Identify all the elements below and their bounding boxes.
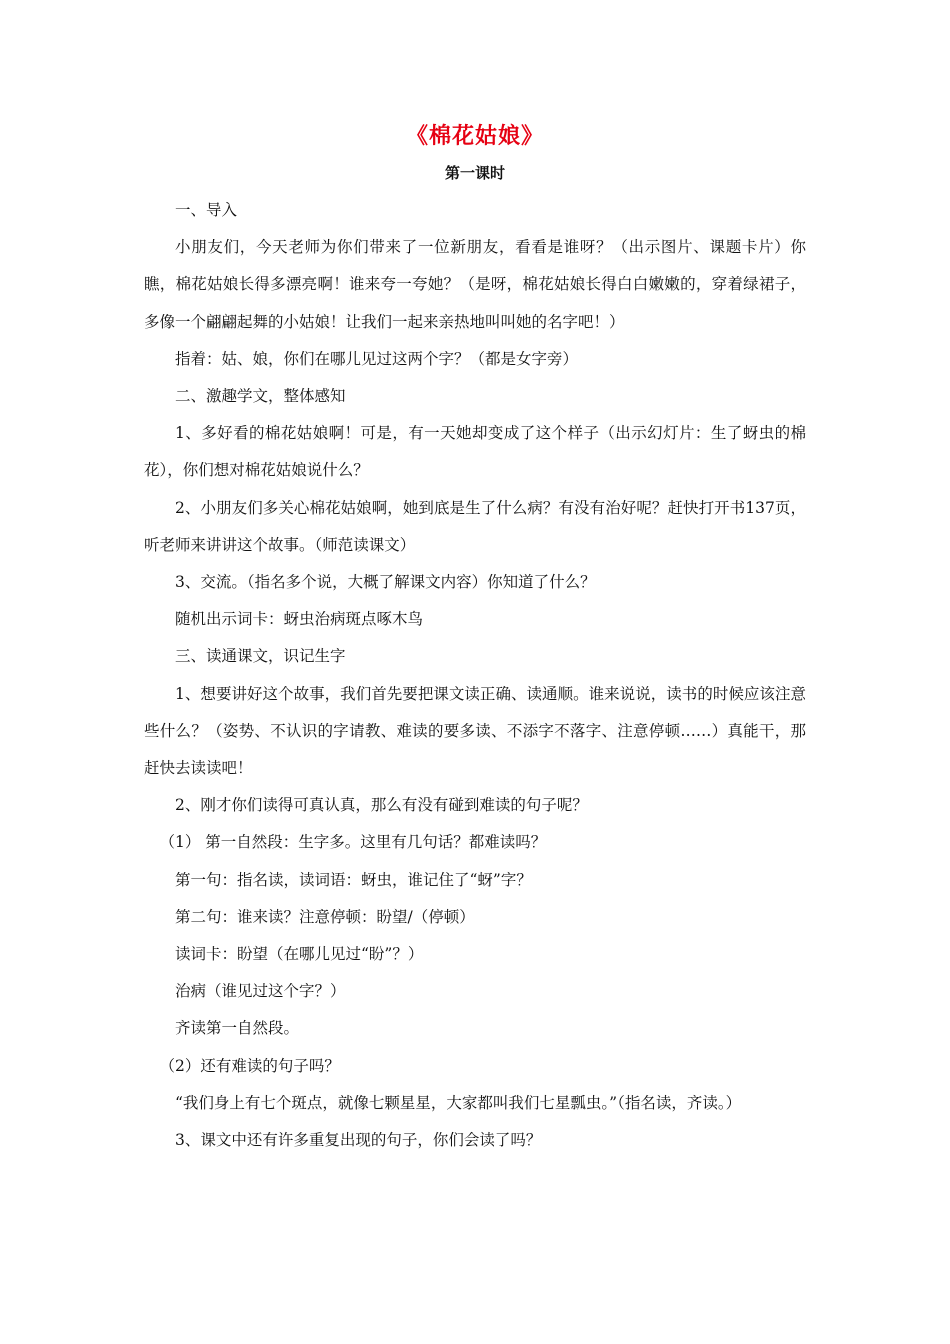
paragraph-step-2: 2、小朋友们多关心棉花姑娘啊，她到底是生了什么病？有没有治好呢？赶快打开书137页，听老师来讲讲这个故事。（师范读课文） bbox=[144, 498, 806, 554]
paragraph-intro: 小朋友们，今天老师为你们带来了一位新朋友，看看是谁呀？（出示图片、课题卡片）你瞧，棉花姑娘长得多漂亮啊！谁来夸一夸她？（是呀，棉花姑娘长得白白嫩嫩的，穿着绿裙子，多像一个翩翩起舞的小姑娘！让我们一起来亲热地叫叫她的名字吧！） bbox=[144, 238, 806, 331]
section-heading-reading: 三、读通课文，识记生字 bbox=[175, 647, 346, 666]
paragraph-reading-2: 2、刚才你们读得可真认真，那么有没有碰到难读的句子呢？ bbox=[175, 796, 588, 815]
paragraph-reading-3: 3、课文中还有许多重复出现的句子，你们会读了吗？ bbox=[175, 1131, 542, 1150]
document-title: 《棉花姑娘》 bbox=[405, 124, 544, 149]
paragraph-zhibing: 治病（谁见过这个字？） bbox=[175, 982, 346, 1001]
paragraph-step-1: 1、多好看的棉花姑娘啊！可是，有一天她却变成了这个样子（出示幻灯片：生了蚜虫的棉花），你们想对棉花姑娘说什么？ bbox=[144, 424, 806, 480]
paragraph-ladybug-quote: “我们身上有七个斑点，就像七颗星星，大家都叫我们七星瓢虫。”（指名读，齐读。） bbox=[175, 1093, 742, 1112]
paragraph-sentence-1: 第一句：指名读，读词语：蚜虫，谁记住了“蚜”字？ bbox=[175, 870, 532, 889]
paragraph-read-together: 齐读第一自然段。 bbox=[175, 1019, 300, 1038]
section-heading-interest: 二、激趣学文，整体感知 bbox=[175, 387, 346, 406]
paragraph-word-cards: 随机出示词卡：蚜虫治病斑点啄木鸟 bbox=[175, 610, 424, 629]
paragraph-sentence-2: 第二句：谁来读？注意停顿：盼望/（停顿） bbox=[175, 907, 475, 926]
paragraph-radical: 指着：姑、娘，你们在哪儿见过这两个字？（都是女字旁） bbox=[175, 349, 579, 368]
paragraph-sub-2: （2）还有难读的句子吗？ bbox=[159, 1056, 340, 1075]
lesson-body bbox=[144, 192, 806, 1159]
paragraph-word-card-panwang: 读词卡：盼望（在哪儿见过“盼”？） bbox=[175, 945, 424, 964]
paragraph-reading-1: 1、想要讲好这个故事，我们首先要把课文读正确、读通顺。谁来说说，读书的时候应该注意些什么？（姿势、不认识的字请教、难读的要多读、不添字不落字、注意停顿……）真能干，那赶快去读读吧！ bbox=[144, 684, 806, 778]
paragraph-sub-1: （1） 第一自然段：生字多。这里有几句话？都难读吗？ bbox=[159, 833, 547, 852]
section-heading-intro: 一、导入 bbox=[175, 201, 238, 219]
paragraph-step-3: 3、交流。（指名多个说，大概了解课文内容）你知道了什么？ bbox=[175, 573, 596, 592]
lesson-subtitle: 第一课时 bbox=[444, 164, 505, 182]
